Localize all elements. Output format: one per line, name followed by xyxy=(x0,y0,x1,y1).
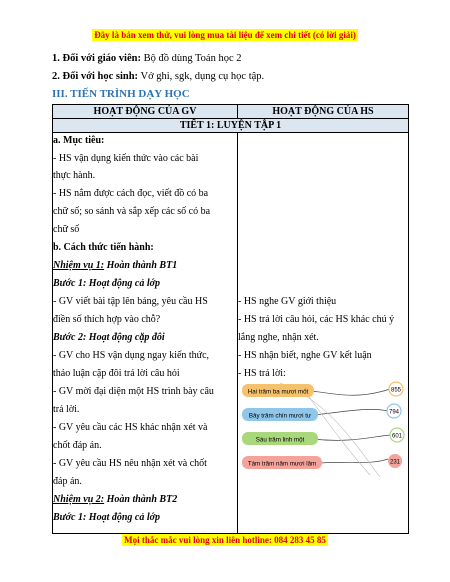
prep-student-text: Vở ghi, sgk, dụng cụ học tập. xyxy=(138,71,265,82)
gv1a: - GV viết bài tập lên bảng, yêu cầu HS xyxy=(53,296,208,307)
task2-text: Hoàn thành BT2 xyxy=(104,494,178,505)
label-text-3: Tám trăm năm mươi lăm xyxy=(247,460,317,468)
gv1b: điền số thích hợp vào chỗ? xyxy=(53,314,161,325)
task1-label: Nhiệm vụ 1: xyxy=(53,260,105,271)
match-line xyxy=(314,409,388,415)
number-text-1: 794 xyxy=(388,409,400,416)
number-text-2: 601 xyxy=(391,433,403,440)
objective-2c: chữ số xyxy=(53,224,80,235)
gv5a: - GV yêu cầu HS nêu nhận xét và chốt xyxy=(53,458,207,469)
match-line xyxy=(312,389,390,395)
label-text-1: Bảy trăm chín mươi tư xyxy=(248,412,312,420)
task2-label: Nhiệm vụ 2: xyxy=(53,494,105,505)
prep-teacher-text: Bộ đồ dùng Toán học 2 xyxy=(140,53,242,64)
objective-1b: thực hành. xyxy=(53,170,96,181)
hs4: - HS trả lời: xyxy=(238,368,286,379)
prep-student-label: 2. Đối với học sinh: xyxy=(52,71,139,82)
header-gv: HOẠT ĐỘNG CỦA GV xyxy=(53,105,238,119)
task1-text: Hoàn thành BT1 xyxy=(104,260,178,271)
header-hs: HOẠT ĐỘNG CỦA HS xyxy=(238,105,409,119)
match-line xyxy=(320,459,388,463)
task2 xyxy=(53,493,229,506)
gv2b: thảo luận cặp đôi trả lời câu hỏi xyxy=(53,368,180,379)
content-row xyxy=(53,133,409,534)
gv3a: - GV mời đại diện một HS trình bày câu xyxy=(53,386,214,397)
lesson-row xyxy=(53,119,409,133)
prep-student xyxy=(52,71,264,82)
gv3b: trả lời. xyxy=(53,404,80,415)
gv4b: chốt đáp án. xyxy=(53,440,102,451)
step2: Bước 2: Hoạt động cặp đôi xyxy=(53,332,165,343)
prep-teacher xyxy=(52,53,242,64)
prep-teacher-label: 1. Đối với giáo viên: xyxy=(52,53,141,64)
number-text-3: 231 xyxy=(389,459,401,466)
lesson-title: TIẾT 1: LUYỆN TẬP 1 xyxy=(53,119,409,133)
gv-cell xyxy=(53,133,238,534)
section-title: III. TIẾN TRÌNH DẠY HỌC xyxy=(52,88,190,100)
gv4a: - GV yêu cầu các HS khác nhận xét và xyxy=(53,422,208,433)
gv2a: - GV cho HS vận dụng ngay kiến thức, xyxy=(53,350,210,361)
gv5b: đáp án. xyxy=(53,476,82,487)
preview-banner-top xyxy=(0,30,450,40)
hs2a: - HS trả lời câu hỏi, các HS khác chú ý xyxy=(238,314,395,325)
objective-2b: chữ số; so sánh và sắp xếp các số có ba xyxy=(53,206,211,217)
objective-2a: - HS nắm được cách đọc, viết đồ có ba xyxy=(53,188,209,199)
preview-banner-text: Đây là bản xem thử, vui lòng mua tài liệu để xem chi tiết (có lời giải) xyxy=(94,30,356,40)
method-title: b. Cách thức tiến hành: xyxy=(53,242,154,253)
hs-cell xyxy=(238,133,409,534)
preview-banner-bottom xyxy=(0,535,450,545)
task1 xyxy=(53,259,229,272)
objective-title: a. Mục tiêu: xyxy=(53,135,105,146)
step3: Bước 1: Hoạt động cả lớp xyxy=(53,512,160,523)
hs1: - HS nghe GV giới thiệu xyxy=(238,296,337,307)
step1: Bước 1: Hoạt động cả lớp xyxy=(53,278,160,289)
hs2b: lắng nghe, nhận xét. xyxy=(238,332,319,343)
number-matching-figure xyxy=(240,381,410,481)
hs3: - HS nhận biết, nghe GV kết luận xyxy=(238,350,372,361)
hotline-text: Mọi thắc mắc vui lòng xin liên hotline: 084 283 45 85 xyxy=(124,535,326,545)
objective-1a: - HS vận dụng kiến thức vào các bài xyxy=(53,153,199,164)
lesson-table xyxy=(52,104,409,534)
match-line xyxy=(312,435,390,440)
table-header-row xyxy=(53,105,409,119)
label-text-0: Hai trăm ba mươi mốt xyxy=(247,388,309,396)
label-text-2: Sáu trăm linh một xyxy=(255,436,305,444)
number-text-0: 855 xyxy=(390,387,402,394)
